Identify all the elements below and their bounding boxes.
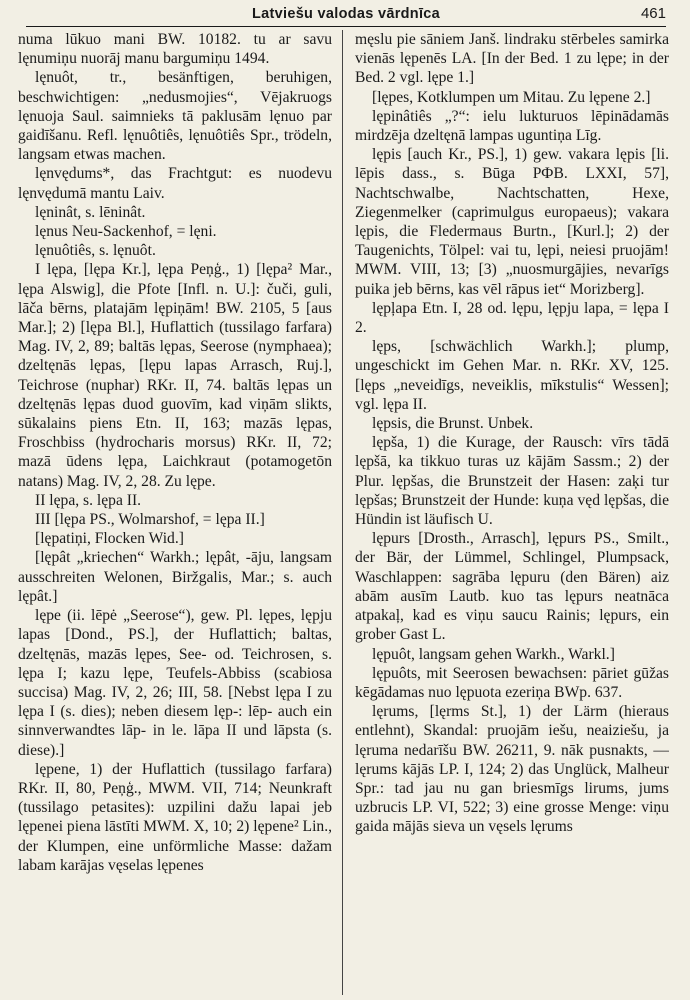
- dictionary-entry: lępša, 1) die Kurage, der Rausch: vīrs tādā lępšā, ka tikkuo turas uz kājām Sassm.; 2) der Plur. lępšas, die Brunstzeit der Hasen: zaķi tur lępšas; Brunstzeit der Hunde: kuņa vęd lępšas, die Hündin ist läufisch U.: [355, 434, 669, 529]
- dictionary-entry: lępsis, die Brunst. Unbek.: [372, 415, 534, 433]
- dictionary-entry: lęnus Neu-Sackenhof, = lęni.: [35, 223, 217, 241]
- dictionary-entry: lępe (ii. lēpė „Seerose“), gew. Pl. lępes, lępju lapas [Dond., PS.], der Huflattich; baltas, dzeltęnās, mazās lępes, See- od. Teichrosen, s. lępa I; kazu lępe, Teufels-Abbiss (scabiosa succisa) Mag. IV, 2, 26; III, 58. [Nebst lępa I zu lępa I (s. dies); neben diesem lęp-: lēp- auch ein sinnverwandtes lāp- in le. lāpa II und lāpsta (s. diese).]: [18, 607, 332, 759]
- dictionary-entry: II lępa, s. lępa II.: [35, 491, 142, 509]
- left-column: [18, 30, 332, 995]
- running-title: Latviešu valodas vārdnīca: [251, 6, 441, 22]
- dictionary-entry: lęnuôtiês, s. lęnuôt.: [35, 242, 156, 260]
- dictionary-entry: lępinâtiês „?“: ielu lukturuos lēpinādamās mirdzēja dzeltęnā lampas uguntiņa Līg.: [355, 107, 669, 145]
- column-divider: [342, 30, 343, 995]
- dictionary-entry: lęrums, [lęrms St.], 1) der Lärm (hieraus entlehnt), Skandal: pruojām iešu, neaiziešu, ja lęruma nedarīšu BW. 26211, 9. nāk pusnakts, — lęrums kājās LP. I, 124; 2) das Unglück, Malheur Spr.: tad jau nu gan briesmīgs lirums, jums uzbrucis LP. VI, 522; 3) eine grosse Menge: viņu gaida mājās sieva un vęsels lęrums: [355, 703, 669, 836]
- dictionary-entry: męslu pie sāniem Janš. lindraku stērbeles samirka vienās lępenēs LA. [In der Bed. 1 zu lępe; in der Bed. 2 vgl. lępe 1.]: [355, 31, 669, 87]
- dictionary-entry: lępuôts, mit Seerosen bewachsen: pāriet gūžas kēgādamas nuo lępuota ezeriņa BWp. 637.: [355, 664, 669, 701]
- dictionary-entry: III [lępa PS., Wolmarshof, = lępa II.]: [35, 511, 265, 529]
- dictionary-entry: numa lūkuo mani BW. 10182. tu ar savu lęnumiņu nuorāj manu bargumiņu 1494.: [18, 31, 332, 68]
- dictionary-entry: lępuôt, langsam gehen Warkh., Warkl.]: [372, 645, 615, 663]
- dictionary-entry: lępis [auch Kr., PS.], 1) gew. vakara lępis [li. lēpis dass., s. Būga РФВ. LXXI, 57], Nachtschwalbe, Nachtschatten, Hexe, Ziegenmelker (caprimulgus europaeus); vakara lępis, die Fledermaus Burtn., [Kurl.]; 2) der Taugenichts, Tölpel: vai tu, lępi, neiesi pruojām! MWM. VIII, 13; [3) „nuosmurgājies, nevarīgs puika jeb bērns, kas vēl rāpus iet“ Morizberg].: [355, 146, 669, 298]
- dictionary-entry: [lępât „kriechen“ Warkh.; lępât, -āju, langsam ausschreiten Welonen, Biržgalis, Mar.; s. auch lępât.]: [18, 549, 332, 605]
- right-column: [355, 30, 669, 995]
- dictionary-entry: lępļapa Etn. I, 28 od. lępu, lępju lapa, = lępa I 2.: [355, 299, 669, 337]
- dictionary-entry: I lępa, [lępa Kr.], lępa Peņģ., 1) [lępa² Mar., lępa Alswig], die Pfote [Infl. n. U.]: čuči, guli, lāča bērns, platajām lępiņām! BW. 2105, 5 [aus Mar.]; 2) [lępa Bl.], Huflattich (tussilago farfara) Mag. IV, 2, 89; baltās lępas, Seerose (nymphaea); dzeltęnās lępas, [lępu lapas Arrasch, Ruj.], Teichrose (nuphar) RKr. II, 74. baltās lępas un dzeltęnās lępas duod guovīm, kad viņām slikts, sūkalains piens Etn. II, 163; mazās lępas, Froschbiss (hydrocharis morsus) RKr. II, 72; mazā ūdens lępa, Laichkraut (potamogetōn natans) Mag. IV, 2, 28. Zu lępe.: [18, 261, 332, 490]
- page-number: 461: [640, 5, 666, 22]
- dictionary-entry: lęps, [schwächlich Warkh.]; plump, ungeschickt im Gehen Mar. n. RKr. XV, 125. [lęps „neveidīgs, neveiklis, mīkstulis“ Wessen]; vgl. lępa II.: [355, 338, 669, 413]
- dictionary-entry: lęnuôt, tr., besänftigen, beruhigen, beschwichtigen: „nedusmojies“, Vējakruogs lęnuoja Saul. saimnieks tā paklusām lęnuo par gaidīšanu. Refl. lęnuôtiês, lęnuôtiês Spr., trödeln, langsam etwas machen.: [18, 69, 332, 164]
- dictionary-entry: lępurs [Drosth., Arrasch], lępurs PS., Smilt., der Bär, der Lümmel, Schlingel, Plumpsack, Waschlappen: sagrāba lępuru (den Bären) aiz abām ausīm Lautb. kuo tas lępurs neatnāca atpakaļ, kad es viņu saucu Rainis; lępurs, ein grober Gast L.: [355, 530, 669, 644]
- dictionary-entry: [lępes, Kotklumpen um Mitau. Zu lępene 2.]: [372, 88, 651, 106]
- dictionary-entry: [lępatiņi, Flocken Wid.]: [35, 530, 184, 548]
- dictionary-entry: lępene, 1) der Huflattich (tussilago farfara) RKr. II, 80, Peņģ., MWM. VII, 714; Neunkraft (tussilago petasites): uzpilini dažu lapai jeb lępenei piena lāstīti MWM. X, 10; 2) lępene² Lin., der Klumpen, eine unförmliche Masse: dažam labam karājas vęselas lępenes: [18, 760, 332, 874]
- dictionary-entry: lęnvędums*, das Frachtgut: es nuodevu lęnvędumā mantu Laiv.: [18, 165, 332, 202]
- dictionary-entry: lęninât, s. lēninât.: [35, 203, 146, 221]
- page-header: [26, 6, 666, 27]
